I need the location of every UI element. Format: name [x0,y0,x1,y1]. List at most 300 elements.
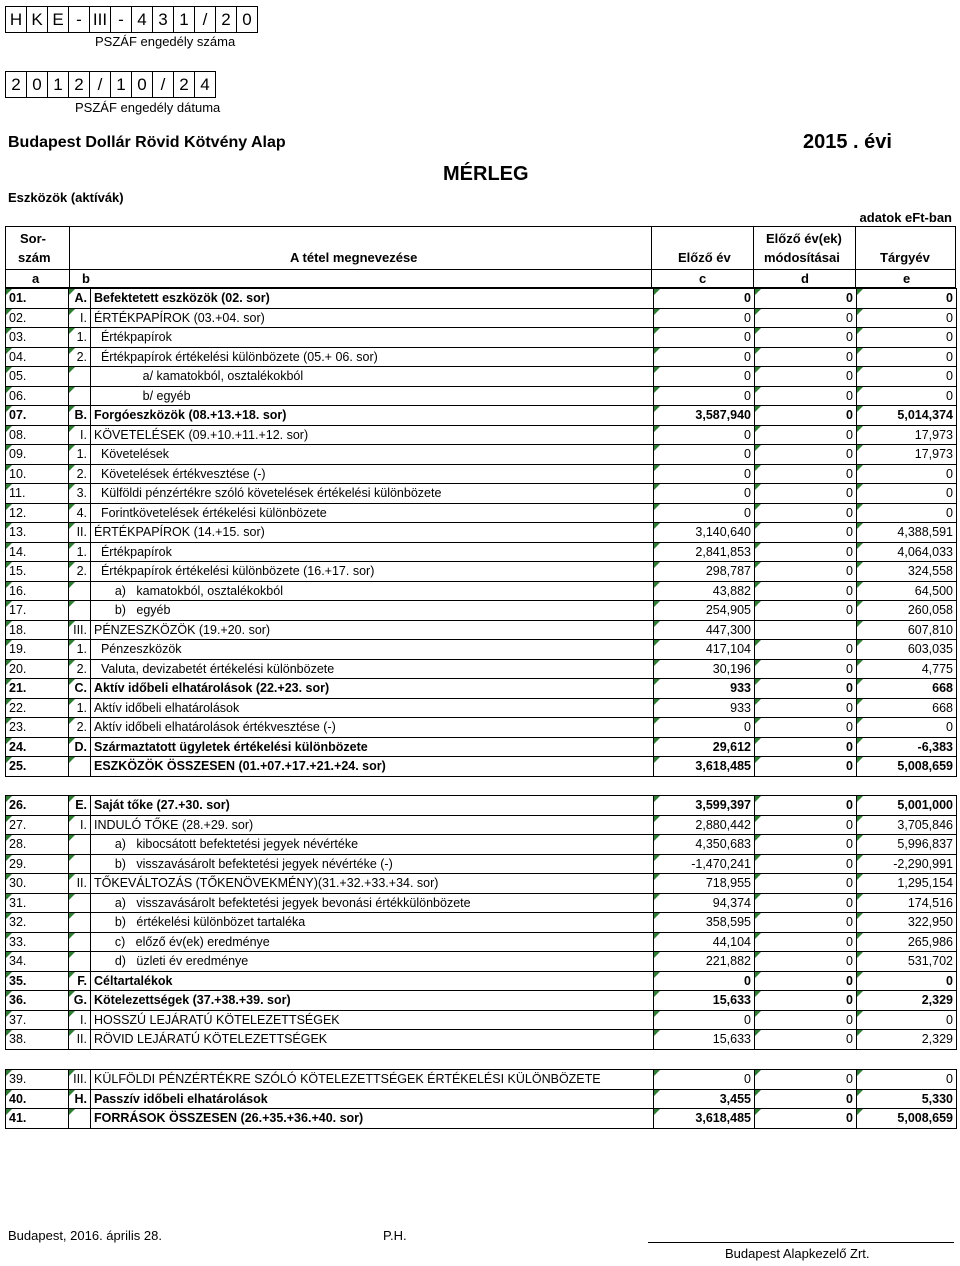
row-number: 32. [6,913,69,933]
current-year-value: 5,001,000 [857,796,957,816]
modification-value: 0 [755,523,857,543]
prev-year-value: 358,595 [654,913,755,933]
code-box: 0 [131,71,153,98]
signatory: Budapest Alapkezelő Zrt. [725,1246,870,1261]
prev-year-value: 2,880,442 [654,815,755,835]
row-number: 15. [6,562,69,582]
current-year-value: 0 [857,971,957,991]
header-modifications-1: Előző év(ek) [766,231,842,246]
table-row [6,445,957,465]
table-row [6,835,957,855]
row-number: 35. [6,971,69,991]
table-row [6,757,957,777]
prev-year-value: 4,350,683 [654,835,755,855]
item-name: Származtatott ügyletek értékelési különbözete [91,737,654,757]
table-row [6,874,957,894]
row-code: II. [69,874,91,894]
row-code [69,893,91,913]
modification-value: 0 [755,757,857,777]
prev-year-value: 718,955 [654,874,755,894]
assets-table [5,288,957,777]
current-year-value: 0 [857,718,957,738]
modification-value: 0 [755,835,857,855]
row-code: D. [69,737,91,757]
item-name: Követelések [91,445,654,465]
prev-year-value: 447,300 [654,620,755,640]
current-year-value: 260,058 [857,601,957,621]
item-name: TŐKEVÁLTOZÁS (TŐKENÖVEKMÉNY)(31.+32.+33.+34. sor) [91,874,654,894]
current-year-value: 607,810 [857,620,957,640]
row-number: 25. [6,757,69,777]
current-year-value: 668 [857,679,957,699]
table-row [6,698,957,718]
table-row [6,893,957,913]
row-code: C. [69,679,91,699]
row-code: A. [69,289,91,309]
current-year-value: 0 [857,484,957,504]
item-name: b/ egyéb [91,386,654,406]
row-code: I. [69,1010,91,1030]
prev-year-value: 221,882 [654,952,755,972]
row-number: 26. [6,796,69,816]
license-number-boxes [5,6,257,33]
prev-year-value: 0 [654,425,755,445]
item-name: Értékpapírok értékelési különbözete (16.+17. sor) [91,562,654,582]
modification-value: 0 [755,737,857,757]
item-name: Forgóeszközök (08.+13.+18. sor) [91,406,654,426]
row-number: 18. [6,620,69,640]
row-number: 27. [6,815,69,835]
prev-year-value: 3,618,485 [654,1109,755,1129]
fund-name: Budapest Dollár Rövid Kötvény Alap [8,134,286,151]
row-number: 31. [6,893,69,913]
modification-value: 0 [755,854,857,874]
modification-value: 0 [755,971,857,991]
prev-year-value: 3,455 [654,1089,755,1109]
row-number: 02. [6,308,69,328]
modification-value: 0 [755,1030,857,1050]
row-number: 09. [6,445,69,465]
row-number: 28. [6,835,69,855]
row-code [69,952,91,972]
table-header [5,226,956,288]
prev-year-value: 0 [654,1010,755,1030]
prev-year-value: 29,612 [654,737,755,757]
row-number: 23. [6,718,69,738]
table-row [6,562,957,582]
item-name: FORRÁSOK ÖSSZESEN (26.+35.+36.+40. sor) [91,1109,654,1129]
current-year-value: 5,330 [857,1089,957,1109]
item-name: Követelések értékvesztése (-) [91,464,654,484]
row-code: G. [69,991,91,1011]
prev-year-value: 0 [654,289,755,309]
row-number: 01. [6,289,69,309]
code-box: 0 [236,6,258,33]
current-year-value: 174,516 [857,893,957,913]
modification-value: 0 [755,601,857,621]
table-row [6,406,957,426]
row-code: III. [69,1070,91,1090]
prev-year-value: 417,104 [654,640,755,660]
header-prev-year: Előző év [678,250,731,265]
prev-year-value: 0 [654,971,755,991]
row-number: 13. [6,523,69,543]
prev-year-value: 0 [654,347,755,367]
row-code [69,386,91,406]
current-year-value: 0 [857,464,957,484]
row-code: I. [69,815,91,835]
table-row [6,289,957,309]
section-label: Eszközök (aktívák) [8,190,124,205]
code-box: 1 [110,71,132,98]
modification-value: 0 [755,991,857,1011]
row-code: 1. [69,698,91,718]
modification-value: 0 [755,445,857,465]
current-year-value: -2,290,991 [857,854,957,874]
row-code: III. [69,620,91,640]
item-name: Saját tőke (27.+30. sor) [91,796,654,816]
current-year-value: 2,329 [857,1030,957,1050]
prev-year-value: 0 [654,386,755,406]
row-code: 1. [69,640,91,660]
current-year-value: 64,500 [857,581,957,601]
table-row [6,1030,957,1050]
modification-value: 0 [755,659,857,679]
prev-year-value: 44,104 [654,932,755,952]
current-year-value: 0 [857,328,957,348]
modification-value: 0 [755,698,857,718]
item-name: a/ kamatokból, osztalékokból [91,367,654,387]
row-number: 08. [6,425,69,445]
row-number: 04. [6,347,69,367]
prev-year-value: 0 [654,503,755,523]
row-number: 30. [6,874,69,894]
current-year-value: 0 [857,308,957,328]
header-szam: szám [18,250,51,265]
license-date-boxes [5,71,215,98]
row-number: 03. [6,328,69,348]
row-number: 37. [6,1010,69,1030]
row-code [69,854,91,874]
table-row [6,464,957,484]
row-number: 05. [6,367,69,387]
current-year-value: 531,702 [857,952,957,972]
code-box: 4 [131,6,153,33]
modification-value: 0 [755,913,857,933]
code-box: / [89,71,111,98]
current-year-value: 17,973 [857,425,957,445]
code-box: E [47,6,69,33]
row-code: B. [69,406,91,426]
modification-value: 0 [755,464,857,484]
unit-note: adatok eFt-ban [859,210,952,225]
row-code: 1. [69,328,91,348]
header-sor: Sor- [20,231,46,246]
current-year-value: 5,008,659 [857,1109,957,1129]
table-row [6,932,957,952]
modification-value: 0 [755,581,857,601]
current-year-value: 4,388,591 [857,523,957,543]
current-year-value: 0 [857,1070,957,1090]
modification-value: 0 [755,815,857,835]
table-row [6,484,957,504]
prev-year-value: 3,599,397 [654,796,755,816]
current-year-value: 0 [857,386,957,406]
item-name: Értékpapírok [91,542,654,562]
table-row [6,991,957,1011]
current-year-value: 2,329 [857,991,957,1011]
report-year: 2015 . évi [803,131,892,153]
table-row [6,659,957,679]
code-box: 1 [47,71,69,98]
table-row [6,367,957,387]
item-name: Valuta, devizabetét értékelési különbözete [91,659,654,679]
row-number: 33. [6,932,69,952]
prev-year-value: 0 [654,718,755,738]
header-col-e: e [903,271,911,286]
table-row [6,1010,957,1030]
table-row [6,952,957,972]
code-box: K [26,6,48,33]
current-year-value: 324,558 [857,562,957,582]
item-name: ÉRTÉKPAPÍROK (03.+04. sor) [91,308,654,328]
row-number: 11. [6,484,69,504]
item-name: Befektetett eszközök (02. sor) [91,289,654,309]
row-number: 40. [6,1089,69,1109]
modification-value: 0 [755,308,857,328]
row-number: 29. [6,854,69,874]
prev-year-value: 254,905 [654,601,755,621]
row-code: 1. [69,445,91,465]
row-number: 24. [6,737,69,757]
row-code [69,835,91,855]
row-code [69,932,91,952]
modification-value: 0 [755,1089,857,1109]
row-code: I. [69,425,91,445]
row-code: E. [69,796,91,816]
item-name: ÉRTÉKPAPÍROK (14.+15. sor) [91,523,654,543]
modification-value: 0 [755,718,857,738]
prev-year-value: 3,618,485 [654,757,755,777]
row-code: II. [69,523,91,543]
header-modifications-2: módosításai [764,250,840,265]
table-row [6,796,957,816]
item-name: b) egyéb [91,601,654,621]
row-number: 10. [6,464,69,484]
modification-value: 0 [755,932,857,952]
code-box: 3 [152,6,174,33]
item-name: KÜLFÖLDI PÉNZÉRTÉKRE SZÓLÓ KÖTELEZETTSÉGEK ÉRTÉKELÉSI KÜLÖNBÖZETE [91,1070,654,1090]
item-name: Külföldi pénzértékre szóló követelések értékelési különbözete [91,484,654,504]
row-number: 06. [6,386,69,406]
row-code: 2. [69,562,91,582]
code-box: / [152,71,174,98]
row-number: 19. [6,640,69,660]
row-code [69,913,91,933]
modification-value: 0 [755,542,857,562]
table-row [6,854,957,874]
modification-value: 0 [755,347,857,367]
item-name: Céltartalékok [91,971,654,991]
table-row [6,425,957,445]
prev-year-value: 0 [654,1070,755,1090]
item-name: b) értékelési különbözet tartaléka [91,913,654,933]
modification-value: 0 [755,386,857,406]
liabilities-table [5,795,957,1050]
item-name: INDULÓ TŐKE (28.+29. sor) [91,815,654,835]
modification-value: 0 [755,1109,857,1129]
current-year-value: 4,064,033 [857,542,957,562]
header-current-year: Tárgyév [880,250,930,265]
row-code: II. [69,1030,91,1050]
item-name: RÖVID LEJÁRATÚ KÖTELEZETTSÉGEK [91,1030,654,1050]
item-name: b) visszavásárolt befektetési jegyek névértéke (-) [91,854,654,874]
code-box: H [5,6,27,33]
current-year-value: 668 [857,698,957,718]
table-row [6,620,957,640]
item-name: Értékpapírok értékelési különbözete (05.+ 06. sor) [91,347,654,367]
prev-year-value: 933 [654,698,755,718]
modification-value: 0 [755,640,857,660]
signature-line [648,1242,954,1243]
row-number: 39. [6,1070,69,1090]
current-year-value: 0 [857,1010,957,1030]
modification-value: 0 [755,679,857,699]
row-code: 2. [69,718,91,738]
prev-year-value: 0 [654,367,755,387]
row-code [69,757,91,777]
table-row [6,1109,957,1129]
current-year-value: 1,295,154 [857,874,957,894]
prev-year-value: 15,633 [654,1030,755,1050]
modification-value [755,620,857,640]
current-year-value: 3,705,846 [857,815,957,835]
item-name: PÉNZESZKÖZÖK (19.+20. sor) [91,620,654,640]
row-number: 21. [6,679,69,699]
modification-value: 0 [755,289,857,309]
row-number: 22. [6,698,69,718]
prev-year-value: 3,140,640 [654,523,755,543]
item-name: Aktív időbeli elhatárolások (22.+23. sor) [91,679,654,699]
item-name: Pénzeszközök [91,640,654,660]
row-number: 34. [6,952,69,972]
prev-year-value: 0 [654,464,755,484]
header-name: A tétel megnevezése [290,250,418,265]
prev-year-value: 298,787 [654,562,755,582]
item-name: d) üzleti év eredménye [91,952,654,972]
code-box: 2 [215,6,237,33]
row-code [69,601,91,621]
row-number: 38. [6,1030,69,1050]
modification-value: 0 [755,406,857,426]
header-col-d: d [801,271,809,286]
prev-year-value: -1,470,241 [654,854,755,874]
prev-year-value: 0 [654,484,755,504]
current-year-value: 5,996,837 [857,835,957,855]
modification-value: 0 [755,1070,857,1090]
table-row [6,815,957,835]
current-year-value: 5,008,659 [857,757,957,777]
header-col-b: b [82,271,90,286]
prev-year-value: 30,196 [654,659,755,679]
current-year-value: 603,035 [857,640,957,660]
modification-value: 0 [755,484,857,504]
prev-year-value: 2,841,853 [654,542,755,562]
prev-year-value: 15,633 [654,991,755,1011]
row-number: 17. [6,601,69,621]
code-box: III [89,6,111,33]
item-name: Értékpapírok [91,328,654,348]
item-name: c) előző év(ek) eredménye [91,932,654,952]
modification-value: 0 [755,562,857,582]
table-row [6,971,957,991]
item-name: HOSSZÚ LEJÁRATÚ KÖTELEZETTSÉGEK [91,1010,654,1030]
table-row [6,737,957,757]
row-code [69,1109,91,1129]
modification-value: 0 [755,367,857,387]
code-box: 0 [26,71,48,98]
row-code: H. [69,1089,91,1109]
code-box: 2 [68,71,90,98]
current-year-value: 0 [857,367,957,387]
table-row [6,679,957,699]
item-name: ESZKÖZÖK ÖSSZESEN (01.+07.+17.+21.+24. sor) [91,757,654,777]
table-row [6,913,957,933]
row-number: 07. [6,406,69,426]
prev-year-value: 3,587,940 [654,406,755,426]
code-box: 4 [194,71,216,98]
current-year-value: 5,014,374 [857,406,957,426]
modification-value: 0 [755,796,857,816]
prev-year-value: 43,882 [654,581,755,601]
table-row [6,523,957,543]
row-code: 3. [69,484,91,504]
row-code [69,581,91,601]
row-code: 2. [69,464,91,484]
row-number: 16. [6,581,69,601]
modification-value: 0 [755,1010,857,1030]
code-box: - [110,6,132,33]
modification-value: 0 [755,425,857,445]
prev-year-value: 0 [654,445,755,465]
place-date: Budapest, 2016. április 28. [8,1228,162,1243]
row-code: F. [69,971,91,991]
table-row [6,581,957,601]
item-name: a) kamatokból, osztalékokból [91,581,654,601]
current-year-value: 0 [857,347,957,367]
table-row [6,308,957,328]
item-name: KÖVETELÉSEK (09.+10.+11.+12. sor) [91,425,654,445]
item-name: a) visszavásárolt befektetési jegyek bevonási értékkülönbözete [91,893,654,913]
table-row [6,601,957,621]
modification-value: 0 [755,874,857,894]
row-code: 2. [69,347,91,367]
item-name: Aktív időbeli elhatárolások értékvesztése (-) [91,718,654,738]
header-col-c: c [699,271,707,286]
item-name: Kötelezettségek (37.+38.+39. sor) [91,991,654,1011]
row-number: 12. [6,503,69,523]
prev-year-value: 0 [654,328,755,348]
current-year-value: 322,950 [857,913,957,933]
current-year-value: 17,973 [857,445,957,465]
current-year-value: -6,383 [857,737,957,757]
code-box: 1 [173,6,195,33]
liabilities-table-2 [5,1069,957,1129]
code-box: - [68,6,90,33]
modification-value: 0 [755,503,857,523]
table-row [6,347,957,367]
table-row [6,542,957,562]
